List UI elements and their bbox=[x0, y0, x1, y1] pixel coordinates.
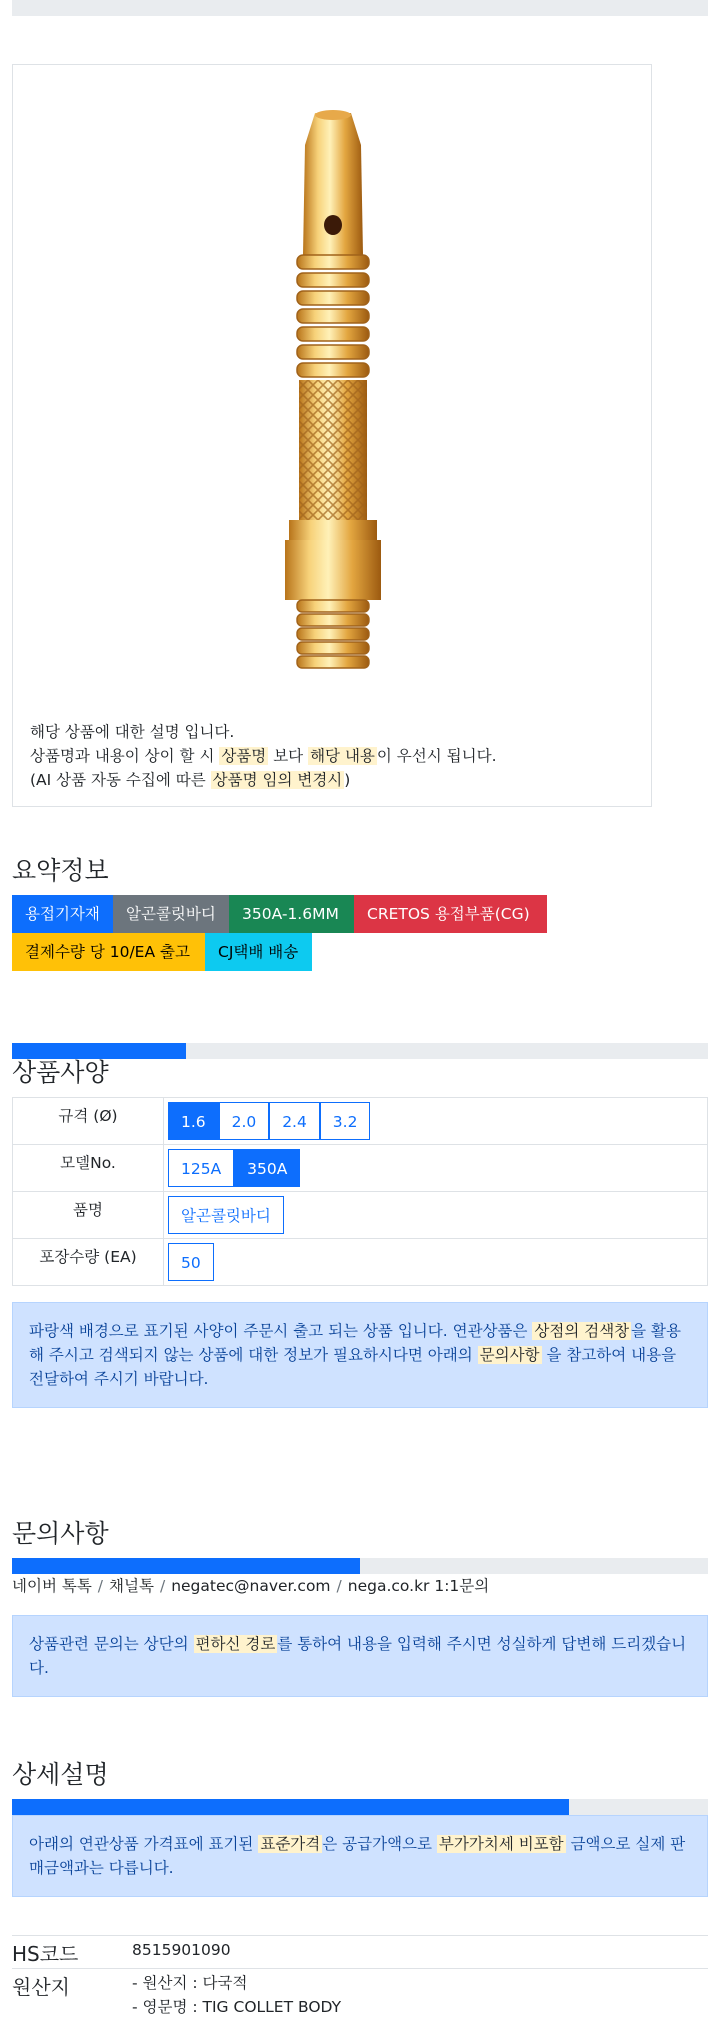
option-button[interactable]: 50 bbox=[168, 1243, 214, 1281]
product-description bbox=[30, 720, 497, 792]
highlight: 해당 내용 bbox=[310, 747, 375, 765]
origin-label: 원산지 bbox=[12, 1975, 70, 1999]
spec-row bbox=[13, 1192, 708, 1239]
origin-english-name: - 영문명 : TIG COLLET BODY bbox=[132, 1998, 342, 2016]
badge-shipping: CJ택배 배송 bbox=[205, 933, 312, 971]
detail-title: 상세설명 bbox=[12, 1760, 109, 1789]
spec-options bbox=[164, 1239, 708, 1286]
notice-text: 금액으로 실제 판매금액과는 다릅니다. bbox=[29, 1835, 686, 1877]
spec-row bbox=[13, 1239, 708, 1286]
option-button[interactable]: 알곤콜릿바디 bbox=[168, 1196, 284, 1234]
hs-code-label: HS코드 bbox=[12, 1942, 79, 1966]
spec-table bbox=[12, 1097, 708, 1286]
inquiry-notice bbox=[12, 1615, 708, 1697]
description-text: 상품명과 내용이 상이 할 시 bbox=[30, 747, 220, 765]
spec-notice bbox=[12, 1302, 708, 1408]
separator: / bbox=[336, 1577, 342, 1595]
hs-code-value: 8515901090 bbox=[132, 1941, 231, 1959]
spec-label: 규격 (Ø) bbox=[13, 1098, 164, 1145]
description-text: 이 우선시 됩니다. bbox=[376, 747, 497, 765]
description-line bbox=[30, 744, 497, 768]
spec-progress-bar bbox=[12, 1043, 708, 1059]
product-image bbox=[253, 105, 413, 705]
contact-links bbox=[12, 1574, 489, 1598]
product-card bbox=[12, 64, 652, 807]
divider bbox=[12, 1935, 708, 1936]
highlight: 상점의 검색창 bbox=[534, 1322, 630, 1340]
highlight: 부가가치세 비포함 bbox=[438, 1835, 564, 1853]
option-button[interactable]: 3.2 bbox=[320, 1102, 371, 1140]
spec-row bbox=[13, 1145, 708, 1192]
option-button[interactable]: 1.6 bbox=[168, 1102, 219, 1140]
channel-talk-link[interactable]: 채널톡 bbox=[109, 1577, 154, 1595]
notice-text: 은 공급가액으로 bbox=[322, 1835, 437, 1853]
highlight: 문의사항 bbox=[479, 1346, 540, 1364]
description-text: ) bbox=[344, 771, 351, 789]
progress-fill bbox=[12, 1799, 569, 1815]
badge-spec: 350A-1.6MM bbox=[229, 895, 354, 933]
notice-text: 파랑색 배경으로 표기된 사양이 주문시 출고 되는 상품 입니다. 연관상품은 bbox=[29, 1322, 533, 1340]
naver-talk-link[interactable]: 네이버 톡톡 bbox=[12, 1577, 92, 1595]
description-line: 해당 상품에 대한 설명 입니다. bbox=[30, 723, 235, 741]
notice-text: 아래의 연관상품 가격표에 표기된 bbox=[29, 1835, 259, 1853]
spec-label: 포장수량 (EA) bbox=[13, 1239, 164, 1286]
summary-title: 요약정보 bbox=[12, 856, 109, 885]
highlight: 상품명 bbox=[221, 747, 267, 765]
site-inquiry-link[interactable]: nega.co.kr 1:1문의 bbox=[347, 1577, 490, 1595]
badge-product-type: 알곤콜릿바디 bbox=[113, 895, 229, 933]
origin-country: - 원산지 : 다국적 bbox=[132, 1974, 248, 1992]
highlight: 표준가격 bbox=[260, 1835, 321, 1853]
option-button[interactable]: 2.0 bbox=[219, 1102, 270, 1140]
spec-label: 모델No. bbox=[13, 1145, 164, 1192]
option-button[interactable]: 125A bbox=[168, 1149, 234, 1187]
detail-progress-bar bbox=[12, 1799, 708, 1815]
notice-text: 을 활용해 주시고 검색되지 않는 상품에 대한 정보가 필요하시다면 아래의 bbox=[29, 1322, 682, 1364]
inquiry-title: 문의사항 bbox=[12, 1519, 109, 1548]
notice-text: 상품관련 문의는 상단의 bbox=[29, 1635, 194, 1653]
spec-options bbox=[164, 1145, 708, 1192]
spec-title: 상품사양 bbox=[12, 1058, 109, 1087]
progress-fill bbox=[12, 1558, 360, 1574]
inquiry-progress-bar bbox=[12, 1558, 708, 1574]
spec-row bbox=[13, 1098, 708, 1145]
separator: / bbox=[159, 1577, 166, 1595]
detail-notice bbox=[12, 1815, 708, 1897]
separator: / bbox=[97, 1577, 104, 1595]
origin-value bbox=[132, 1971, 341, 2019]
notice-text: 를 통하여 내용을 입력해 주시면 성실하게 답변해 드리겠습니다. bbox=[29, 1635, 687, 1677]
description-text: (AI 상품 자동 수집에 따른 bbox=[30, 771, 211, 789]
badge-quantity: 결제수량 당 10/EA 출고 bbox=[12, 933, 205, 971]
highlight: 상품명 임의 변경시 bbox=[212, 771, 343, 789]
notice-text: 을 참고하여 내용을 전달하여 주시기 바랍니다. bbox=[29, 1346, 677, 1388]
top-progress-bar bbox=[12, 0, 708, 16]
email-link[interactable]: negatec@naver.com bbox=[171, 1577, 331, 1595]
option-button[interactable]: 2.4 bbox=[269, 1102, 320, 1140]
spec-options bbox=[164, 1098, 708, 1145]
spec-label: 품명 bbox=[13, 1192, 164, 1239]
description-line bbox=[30, 768, 497, 792]
highlight: 편하신 경로 bbox=[195, 1635, 276, 1653]
badge-brand: CRETOS 용접부품(CG) bbox=[354, 895, 547, 933]
divider bbox=[12, 1968, 708, 1969]
option-button[interactable]: 350A bbox=[234, 1149, 300, 1187]
description-text: 보다 bbox=[268, 747, 309, 765]
badge-category: 용접기자재 bbox=[12, 895, 113, 933]
spec-options bbox=[164, 1192, 708, 1239]
